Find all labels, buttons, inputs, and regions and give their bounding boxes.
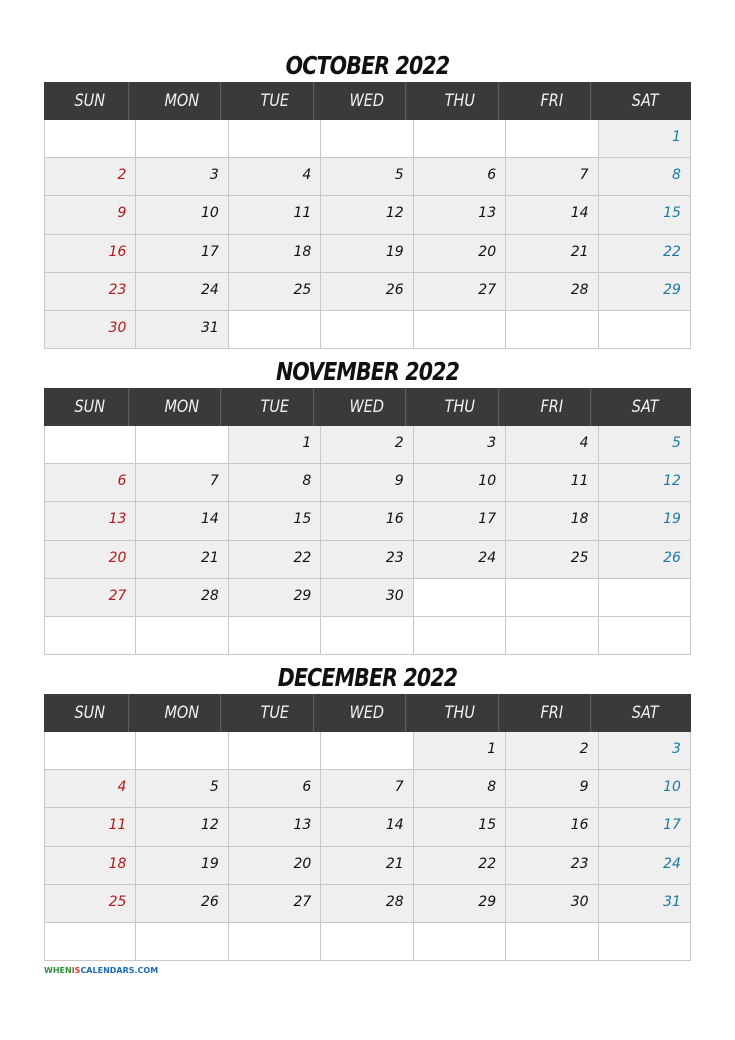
weekday-header: SUN bbox=[51, 388, 130, 426]
day-cell bbox=[506, 770, 598, 808]
empty-day-cell bbox=[414, 923, 506, 961]
day-number: 13 bbox=[108, 511, 127, 528]
day-number: 2 bbox=[117, 167, 127, 184]
day-number: 30 bbox=[108, 319, 127, 336]
day-number: 8 bbox=[672, 167, 681, 184]
day-cell bbox=[321, 579, 413, 617]
day-cell bbox=[136, 158, 228, 196]
empty-day-cell bbox=[321, 617, 413, 655]
day-cell bbox=[136, 579, 228, 617]
empty-day-cell bbox=[44, 923, 136, 961]
day-cell bbox=[321, 808, 413, 846]
weekday-header: TUE bbox=[236, 694, 315, 732]
empty-day-cell bbox=[136, 732, 228, 770]
day-number: 4 bbox=[302, 167, 312, 184]
day-number: 26 bbox=[385, 281, 404, 298]
day-cell bbox=[506, 885, 598, 923]
day-cell bbox=[506, 158, 598, 196]
empty-day-cell bbox=[44, 426, 136, 464]
day-cell bbox=[599, 120, 691, 158]
day-cell bbox=[599, 235, 691, 273]
day-cell bbox=[506, 426, 598, 464]
month-title: OCTOBER 2022 bbox=[285, 51, 450, 80]
day-number: 10 bbox=[663, 779, 681, 796]
day-number: 29 bbox=[478, 893, 497, 910]
empty-day-cell bbox=[229, 732, 321, 770]
site-footer-logo bbox=[44, 966, 158, 975]
day-number: 25 bbox=[570, 549, 589, 566]
day-cell bbox=[44, 158, 136, 196]
weekday-header: THU bbox=[421, 694, 500, 732]
week-row bbox=[44, 120, 691, 158]
day-cell bbox=[44, 311, 136, 349]
day-number: 27 bbox=[293, 893, 312, 910]
day-cell bbox=[321, 196, 413, 234]
empty-day-cell bbox=[321, 120, 413, 158]
day-number: 10 bbox=[201, 205, 219, 222]
day-number: 21 bbox=[201, 549, 219, 566]
day-cell bbox=[599, 464, 691, 502]
day-cell bbox=[599, 502, 691, 540]
day-number: 28 bbox=[385, 893, 404, 910]
day-number: 12 bbox=[663, 473, 681, 490]
day-cell bbox=[414, 808, 506, 846]
weekday-header: FRI bbox=[513, 694, 592, 732]
day-number: 9 bbox=[394, 473, 404, 490]
week-row bbox=[44, 847, 691, 885]
empty-day-cell bbox=[44, 120, 136, 158]
day-cell bbox=[321, 770, 413, 808]
day-number: 5 bbox=[209, 779, 219, 796]
day-cell bbox=[229, 273, 321, 311]
day-cell bbox=[44, 464, 136, 502]
day-cell bbox=[414, 426, 506, 464]
weekday-header: SAT bbox=[631, 91, 659, 111]
day-cell bbox=[506, 541, 598, 579]
day-number: 13 bbox=[293, 817, 312, 834]
day-number: 17 bbox=[478, 511, 497, 528]
empty-day-cell bbox=[321, 732, 413, 770]
day-cell bbox=[136, 885, 228, 923]
day-cell bbox=[599, 541, 691, 579]
empty-day-cell bbox=[506, 617, 598, 655]
day-number: 16 bbox=[108, 243, 127, 260]
day-cell bbox=[44, 808, 136, 846]
day-cell bbox=[229, 847, 321, 885]
day-number: 7 bbox=[209, 473, 219, 490]
empty-day-cell bbox=[599, 579, 691, 617]
day-number: 25 bbox=[108, 893, 127, 910]
day-cell bbox=[136, 847, 228, 885]
weekday-header: TUE bbox=[236, 82, 315, 120]
empty-day-cell bbox=[136, 120, 228, 158]
week-row bbox=[44, 196, 691, 234]
day-cell bbox=[44, 847, 136, 885]
day-number: 25 bbox=[293, 281, 312, 298]
day-cell bbox=[321, 541, 413, 579]
day-cell bbox=[136, 502, 228, 540]
calendar-grid bbox=[44, 82, 691, 349]
footer-part-1: WHEN bbox=[44, 966, 72, 975]
weekday-header-row bbox=[44, 82, 691, 120]
day-cell bbox=[136, 196, 228, 234]
empty-day-cell bbox=[229, 120, 321, 158]
day-cell bbox=[414, 196, 506, 234]
day-cell bbox=[414, 273, 506, 311]
week-row bbox=[44, 885, 691, 923]
day-cell bbox=[506, 235, 598, 273]
day-number: 27 bbox=[478, 281, 497, 298]
day-cell bbox=[44, 502, 136, 540]
day-cell bbox=[506, 502, 598, 540]
day-number: 14 bbox=[385, 817, 404, 834]
week-row bbox=[44, 808, 691, 846]
empty-day-cell bbox=[599, 617, 691, 655]
day-number: 20 bbox=[478, 243, 497, 260]
day-number: 6 bbox=[487, 167, 497, 184]
empty-day-cell bbox=[414, 579, 506, 617]
empty-day-cell bbox=[506, 923, 598, 961]
day-number: 14 bbox=[570, 205, 589, 222]
day-number: 12 bbox=[385, 205, 404, 222]
day-number: 30 bbox=[570, 893, 589, 910]
day-cell bbox=[599, 196, 691, 234]
day-number: 1 bbox=[672, 129, 681, 145]
month-title: DECEMBER 2022 bbox=[277, 663, 458, 692]
weekday-header: THU bbox=[421, 388, 500, 426]
day-number: 19 bbox=[663, 511, 681, 528]
day-cell bbox=[599, 426, 691, 464]
day-cell bbox=[136, 311, 228, 349]
day-number: 3 bbox=[672, 741, 681, 757]
day-cell bbox=[414, 847, 506, 885]
day-number: 29 bbox=[663, 281, 681, 298]
day-number: 9 bbox=[117, 205, 127, 222]
day-number: 26 bbox=[201, 893, 219, 910]
day-cell bbox=[414, 464, 506, 502]
weekday-header-row bbox=[44, 388, 691, 426]
day-number: 23 bbox=[108, 281, 127, 298]
day-number: 29 bbox=[293, 587, 312, 604]
day-cell bbox=[599, 885, 691, 923]
day-cell bbox=[321, 502, 413, 540]
day-cell bbox=[229, 579, 321, 617]
week-row bbox=[44, 311, 691, 349]
empty-day-cell bbox=[506, 579, 598, 617]
day-number: 18 bbox=[570, 511, 589, 528]
day-cell bbox=[599, 732, 691, 770]
day-number: 6 bbox=[302, 779, 312, 796]
empty-day-cell bbox=[229, 923, 321, 961]
week-row bbox=[44, 617, 691, 655]
day-number: 20 bbox=[108, 549, 127, 566]
day-number: 11 bbox=[570, 473, 589, 490]
day-cell bbox=[229, 885, 321, 923]
day-cell bbox=[414, 502, 506, 540]
weekday-header: WED bbox=[328, 694, 407, 732]
day-cell bbox=[599, 273, 691, 311]
day-number: 24 bbox=[478, 549, 497, 566]
day-number: 13 bbox=[478, 205, 497, 222]
weekday-header: WED bbox=[328, 82, 407, 120]
weekday-header: FRI bbox=[513, 388, 592, 426]
empty-day-cell bbox=[414, 120, 506, 158]
day-number: 4 bbox=[579, 435, 589, 451]
day-number: 27 bbox=[108, 587, 127, 604]
day-cell bbox=[44, 235, 136, 273]
empty-day-cell bbox=[414, 617, 506, 655]
day-cell bbox=[506, 273, 598, 311]
empty-day-cell bbox=[136, 923, 228, 961]
day-number: 8 bbox=[302, 473, 312, 490]
day-cell bbox=[229, 426, 321, 464]
weekday-header: MON bbox=[143, 694, 222, 732]
day-number: 24 bbox=[663, 855, 681, 872]
weekday-header: TUE bbox=[236, 388, 315, 426]
day-number: 8 bbox=[487, 779, 497, 796]
day-cell bbox=[44, 541, 136, 579]
footer-part-3: CALENDARS.COM bbox=[80, 966, 159, 975]
empty-day-cell bbox=[599, 923, 691, 961]
day-number: 19 bbox=[201, 855, 219, 872]
weekday-header: SAT bbox=[631, 703, 659, 723]
day-cell bbox=[229, 541, 321, 579]
week-row bbox=[44, 235, 691, 273]
day-number: 15 bbox=[293, 511, 312, 528]
day-number: 16 bbox=[385, 511, 404, 528]
day-number: 20 bbox=[293, 855, 312, 872]
day-cell bbox=[44, 579, 136, 617]
empty-day-cell bbox=[136, 617, 228, 655]
weekday-header: THU bbox=[421, 82, 500, 120]
day-cell bbox=[414, 732, 506, 770]
day-cell bbox=[321, 158, 413, 196]
day-cell bbox=[229, 464, 321, 502]
week-row bbox=[44, 770, 691, 808]
day-number: 12 bbox=[201, 817, 219, 834]
day-cell bbox=[599, 808, 691, 846]
weekday-header: FRI bbox=[513, 82, 592, 120]
weekday-header: SUN bbox=[51, 694, 130, 732]
day-number: 22 bbox=[478, 855, 497, 872]
month-title: NOVEMBER 2022 bbox=[275, 357, 460, 386]
day-number: 15 bbox=[663, 205, 681, 222]
day-number: 22 bbox=[663, 243, 681, 260]
day-number: 21 bbox=[385, 855, 404, 872]
day-number: 22 bbox=[293, 549, 312, 566]
weekday-header: MON bbox=[143, 388, 222, 426]
empty-day-cell bbox=[506, 120, 598, 158]
day-cell bbox=[229, 235, 321, 273]
day-number: 7 bbox=[579, 167, 589, 184]
footer-part-2: IS bbox=[71, 966, 81, 975]
day-number: 10 bbox=[478, 473, 497, 490]
day-number: 18 bbox=[293, 243, 312, 260]
day-number: 3 bbox=[487, 435, 497, 451]
day-number: 2 bbox=[579, 741, 589, 757]
week-row bbox=[44, 579, 691, 617]
weekday-header-row bbox=[44, 694, 691, 732]
day-number: 31 bbox=[663, 893, 681, 910]
day-number: 2 bbox=[394, 435, 404, 451]
calendar-grid bbox=[44, 694, 691, 961]
day-number: 23 bbox=[570, 855, 589, 872]
day-cell bbox=[321, 885, 413, 923]
day-number: 26 bbox=[663, 549, 681, 566]
empty-day-cell bbox=[44, 732, 136, 770]
calendar-grid bbox=[44, 388, 691, 655]
day-number: 24 bbox=[201, 281, 219, 298]
day-cell bbox=[44, 770, 136, 808]
empty-day-cell bbox=[321, 311, 413, 349]
day-number: 18 bbox=[108, 855, 127, 872]
day-number: 17 bbox=[663, 817, 681, 834]
day-number: 31 bbox=[201, 319, 219, 336]
day-number: 15 bbox=[478, 817, 497, 834]
week-row bbox=[44, 502, 691, 540]
day-cell bbox=[321, 426, 413, 464]
day-number: 30 bbox=[385, 587, 404, 604]
day-number: 19 bbox=[385, 243, 404, 260]
day-number: 17 bbox=[201, 243, 219, 260]
empty-day-cell bbox=[321, 923, 413, 961]
week-row bbox=[44, 426, 691, 464]
day-cell bbox=[136, 235, 228, 273]
day-cell bbox=[136, 541, 228, 579]
day-cell bbox=[321, 464, 413, 502]
day-cell bbox=[229, 770, 321, 808]
day-cell bbox=[229, 158, 321, 196]
empty-day-cell bbox=[506, 311, 598, 349]
day-cell bbox=[599, 158, 691, 196]
day-number: 28 bbox=[570, 281, 589, 298]
day-number: 16 bbox=[570, 817, 589, 834]
empty-day-cell bbox=[599, 311, 691, 349]
day-number: 14 bbox=[201, 511, 219, 528]
week-row bbox=[44, 158, 691, 196]
day-number: 5 bbox=[394, 167, 404, 184]
day-number: 1 bbox=[302, 435, 312, 451]
day-cell bbox=[229, 196, 321, 234]
day-number: 23 bbox=[385, 549, 404, 566]
week-row bbox=[44, 541, 691, 579]
day-cell bbox=[136, 770, 228, 808]
day-cell bbox=[321, 235, 413, 273]
empty-day-cell bbox=[414, 311, 506, 349]
day-cell bbox=[414, 770, 506, 808]
week-row bbox=[44, 273, 691, 311]
weekday-header: MON bbox=[143, 82, 222, 120]
day-cell bbox=[44, 196, 136, 234]
day-cell bbox=[599, 770, 691, 808]
empty-day-cell bbox=[136, 426, 228, 464]
day-cell bbox=[136, 464, 228, 502]
week-row bbox=[44, 464, 691, 502]
week-row bbox=[44, 732, 691, 770]
day-cell bbox=[599, 847, 691, 885]
weekday-header: SUN bbox=[51, 82, 130, 120]
day-number: 21 bbox=[570, 243, 589, 260]
day-cell bbox=[414, 158, 506, 196]
weekday-header: SAT bbox=[631, 397, 659, 417]
day-cell bbox=[506, 732, 598, 770]
day-number: 9 bbox=[579, 779, 589, 796]
day-number: 3 bbox=[209, 167, 219, 184]
day-cell bbox=[506, 464, 598, 502]
day-cell bbox=[414, 885, 506, 923]
weekday-header: WED bbox=[328, 388, 407, 426]
day-number: 5 bbox=[672, 435, 681, 451]
week-row bbox=[44, 923, 691, 961]
day-number: 4 bbox=[117, 779, 127, 796]
day-number: 6 bbox=[117, 473, 127, 490]
day-number: 7 bbox=[394, 779, 404, 796]
day-cell bbox=[136, 808, 228, 846]
day-cell bbox=[136, 273, 228, 311]
day-cell bbox=[44, 273, 136, 311]
empty-day-cell bbox=[229, 311, 321, 349]
day-cell bbox=[414, 235, 506, 273]
day-cell bbox=[506, 808, 598, 846]
day-cell bbox=[414, 541, 506, 579]
day-cell bbox=[506, 196, 598, 234]
day-number: 11 bbox=[293, 205, 312, 222]
day-cell bbox=[321, 273, 413, 311]
day-cell bbox=[44, 885, 136, 923]
day-number: 1 bbox=[487, 741, 497, 757]
day-number: 11 bbox=[108, 817, 127, 834]
day-cell bbox=[321, 847, 413, 885]
empty-day-cell bbox=[44, 617, 136, 655]
day-number: 28 bbox=[201, 587, 219, 604]
day-cell bbox=[229, 808, 321, 846]
empty-day-cell bbox=[229, 617, 321, 655]
day-cell bbox=[229, 502, 321, 540]
day-cell bbox=[506, 847, 598, 885]
